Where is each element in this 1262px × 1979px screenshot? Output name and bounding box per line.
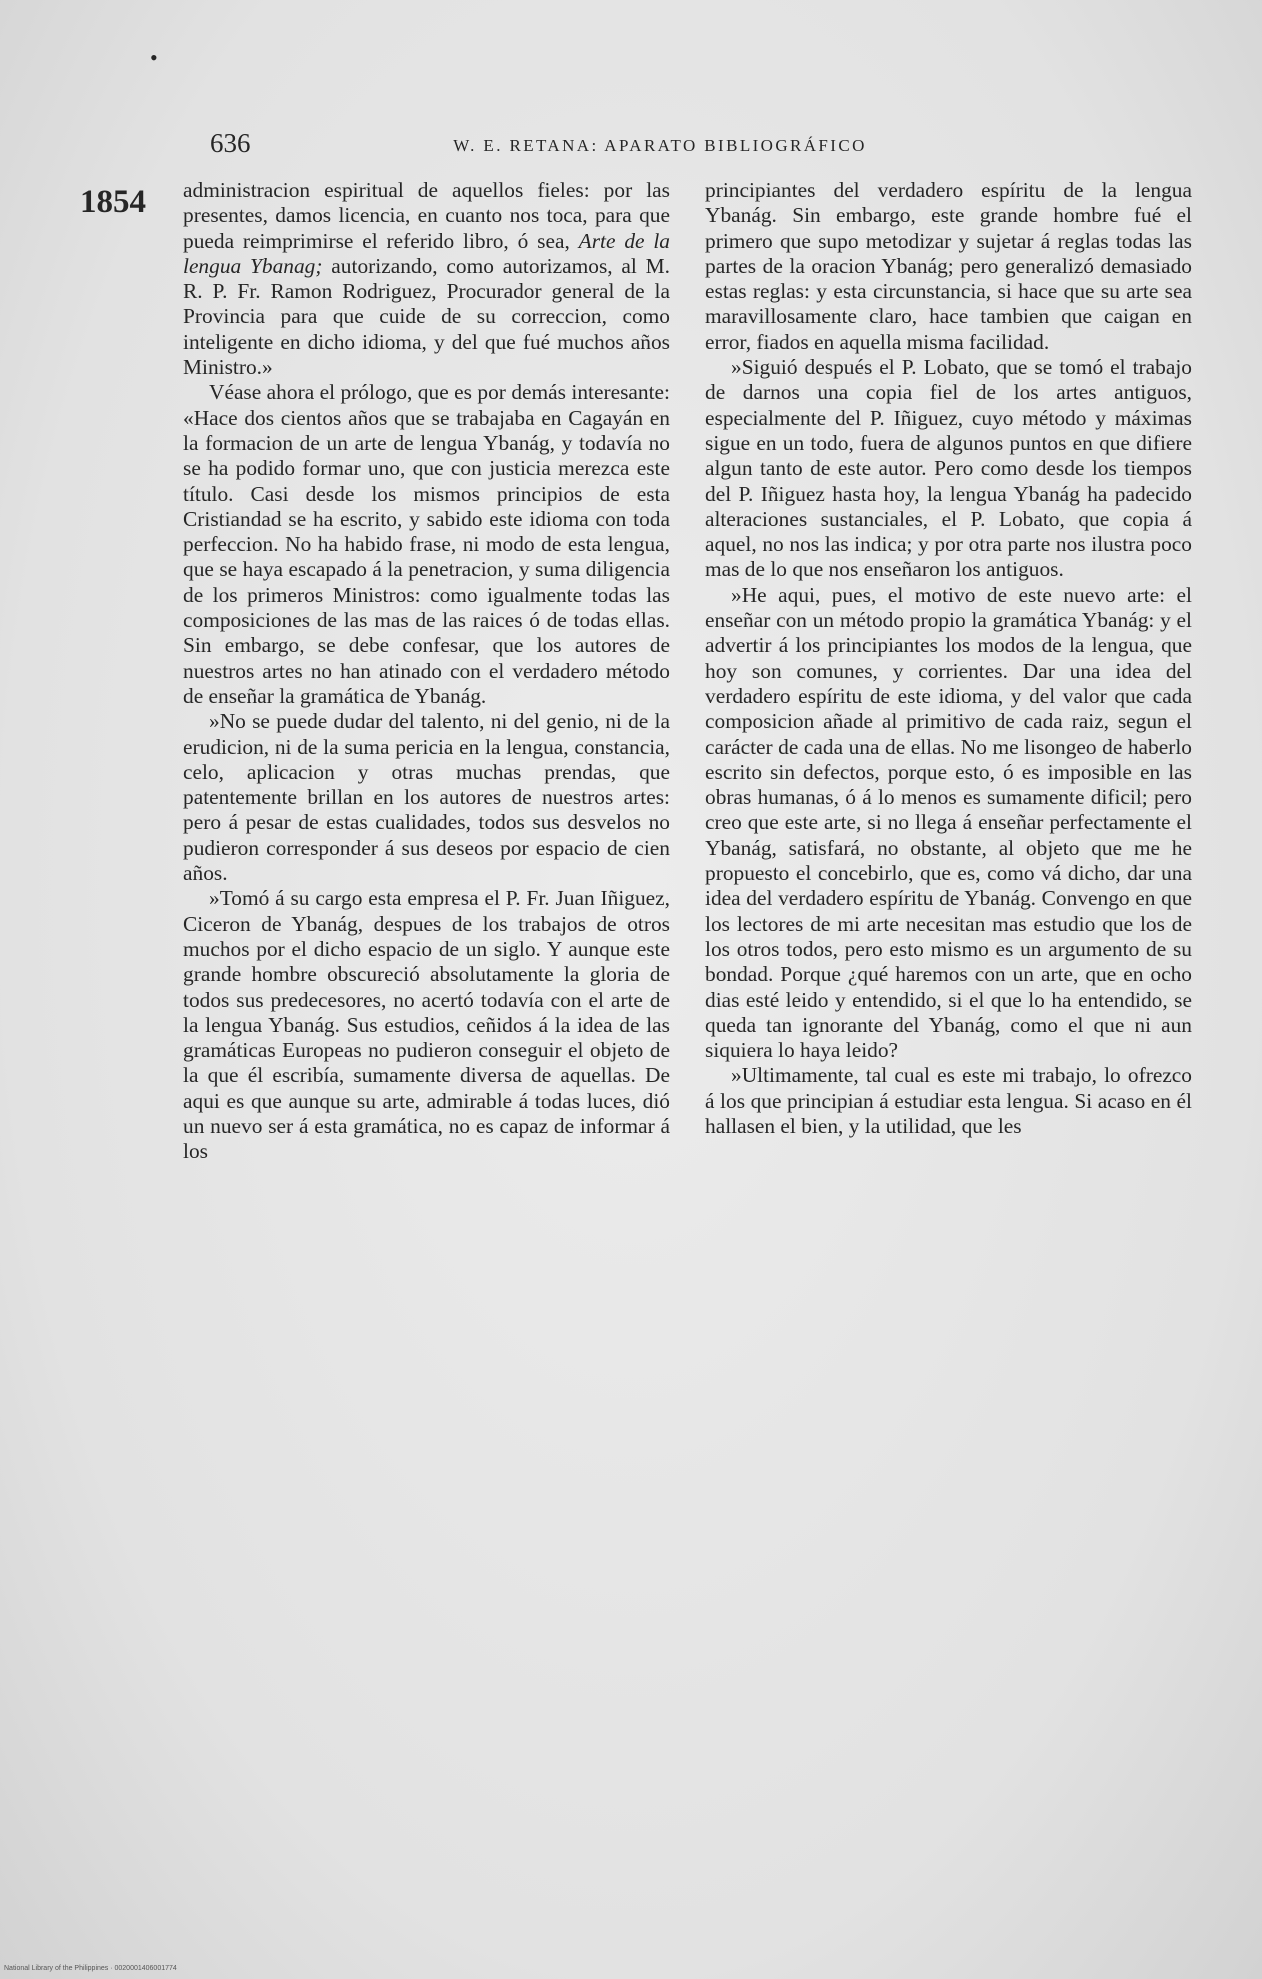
paragraph bbox=[183, 709, 670, 886]
paragraph bbox=[705, 355, 1192, 583]
paragraph bbox=[183, 178, 670, 380]
paragraph bbox=[705, 178, 1192, 355]
entry-year: 1854 bbox=[80, 184, 146, 220]
text-run: autorizando, como autorizamos, al M. R. P. Fr. Ramon Rodriguez, Procurador general de la Provincia para que cuide de su correccion, como inteligente en dicho idioma, y del que fué muchos años Ministro.» bbox=[183, 253, 670, 380]
running-head: W. E. RETANA: APARATO BIBLIOGRÁFICO bbox=[453, 136, 867, 155]
paragraph bbox=[183, 886, 670, 1164]
text-run: »Tomó á su cargo esta empresa el P. Fr. Juan Iñiguez, Ciceron de Ybanág, despues de los trabajos de otros muchos por el dicho espacio de un siglo. Y aunque este grande hombre obscureció absolutamente la gloria de todos sus predecesores, no acertó todavía con el arte de la lengua Ybanág. Sus estudios, ceñidos á la idea de las gramáticas Europeas no pudieron conseguir el objeto de la que él escribía, sumamente diversa de aquellas. De aqui es que aunque su arte, admirable á todas luces, dió un nuevo ser á esta gramática, no es capaz de informar á los bbox=[183, 886, 670, 1164]
paragraph bbox=[705, 583, 1192, 1064]
paragraph bbox=[183, 380, 670, 709]
page-header bbox=[210, 128, 1110, 168]
scan-credit: National Library of the Philippines · 0020001406001774 bbox=[4, 1965, 177, 1972]
margin-dot: • bbox=[150, 45, 158, 70]
paragraph bbox=[705, 1063, 1192, 1139]
text-run: »He aqui, pues, el motivo de este nuevo arte: el enseñar con un método propio la gramática Ybanág: y el advertir á los principiantes los modos de la lengua, que hoy son comunes, y corrientes. Dar una idea del verdadero espíritu de este idioma, y del valor que cada composicion añade al primitivo de cada raiz, segun el carácter de cada una de ellas. No me lisongeo de haberlo escrito sin defectos, porque esto, ó es imposible en las obras humanas, ó á lo menos es sumamente dificil; pero creo que este arte, si no llega á enseñar perfectamente el Ybanág, satisfará, no obstante, al objeto que me he propuesto el concebirlo, que es, como vá dicho, dar una idea del verdadero espíritu de Ybanág. Convengo en que los lectores de mi arte necesitan mas estudio que los de los otros todos, pero esto mismo es un argumento de su bondad. Porque ¿qué haremos con un arte, que en ocho dias esté leido y entendido, si el que lo ha entendido, se queda tan ignorante del Ybanág, como el que ni aun siquiera lo haya leido? bbox=[705, 582, 1192, 1063]
book-title: Arte de la lengua Ybanag; bbox=[183, 228, 670, 278]
text-run: »No se puede dudar del talento, ni del genio, ni de la erudicion, ni de la suma pericia en la lengua, constancia, celo, aplicacion y otras muchas prendas, que patentemente brillan en los autores de nuestros artes: pero á pesar de estas cualidades, todos sus desvelos no pudieron corresponder á sus deseos por espacio de cien años. bbox=[183, 709, 670, 886]
text-run: administracion espiritual de aquellos fieles: por las presentes, damos licencia, en cuanto nos toca, para que pueda reimprimirse el referido libro, ó sea, bbox=[183, 178, 670, 253]
text-run: »Ultimamente, tal cual es este mi trabajo, lo ofrezco á los que principian á estudiar esta lengua. Si acaso en él hallasen el bien, y la utilidad, que les bbox=[705, 1063, 1192, 1138]
text-run: Véase ahora el prólogo, que es por demás interesante: «Hace dos cientos años que se trabajaba en Cagayán en la formacion de un arte de lengua Ybanág, y todavía no se ha podido formar uno, que con justicia merezca este título. Casi desde los mismos principios de esta Cristiandad se ha escrito, y sabido este idioma con toda perfeccion. No ha habido frase, ni modo de esta lengua, que se haya escapado á la penetracion, y suma diligencia de los primeros Ministros: como igualmente todas las composiciones de las mas de las raices ó de todas ellas. Sin embargo, se debe confesar, que los autores de nuestros artes no han atinado con el verdadero método de enseñar la gramática de Ybanág. bbox=[183, 380, 670, 708]
right-column bbox=[705, 178, 1192, 1139]
page-number: 636 bbox=[210, 128, 251, 158]
text-run: principiantes del verdadero espíritu de la lengua Ybanág. Sin embargo, este grande hombre fué el primero que supo metodizar y sujetar á reglas todas las partes de la oracion Ybanág; pero generalizó demasiado estas reglas: y esta circunstancia, si hace que su arte sea maravillosamente claro, hace tambien que caigan en error, fiados en aquella misma facilidad. bbox=[705, 178, 1192, 354]
text-run: »Siguió después el P. Lobato, que se tomó el trabajo de darnos una copia fiel de los artes antiguos, especialmente del P. Iñiguez, cuyo método y máximas sigue en un todo, fuera de algunos puntos en que difiere algun tanto de este autor. Pero como desde los tiempos del P. Iñiguez hasta hoy, la lengua Ybanág ha padecido alteraciones sustanciales, el P. Lobato, que copia á aquel, no nos las indica; y por otra parte nos ilustra poco mas de lo que nos enseñaron los antiguos. bbox=[705, 355, 1192, 582]
left-column bbox=[183, 178, 670, 1165]
